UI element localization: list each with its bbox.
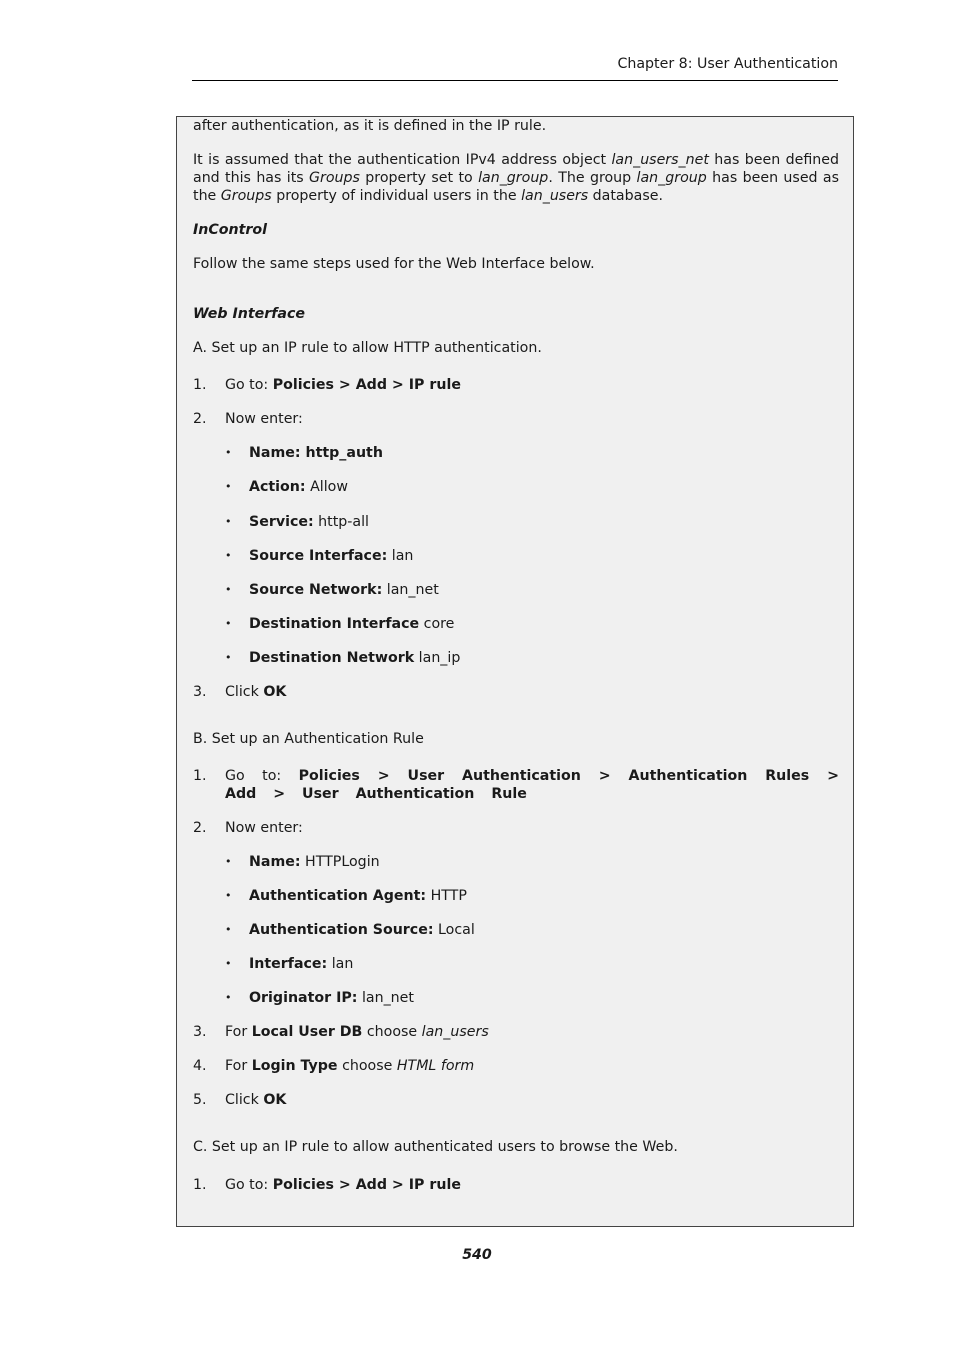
bullet-icon: • xyxy=(225,583,232,596)
step-number: 1. xyxy=(193,768,207,784)
step-number: 5. xyxy=(193,1092,207,1108)
step-number: 1. xyxy=(193,377,207,393)
field-name: Name: http_auth xyxy=(249,445,383,461)
bullet-icon: • xyxy=(225,855,232,868)
field-originator-ip: Originator IP: lan_net xyxy=(249,990,414,1006)
step-b5: Click OK xyxy=(225,1092,287,1108)
heading-incontrol: InControl xyxy=(193,222,268,238)
field-source-network: Source Network: lan_net xyxy=(249,582,439,598)
step-a3: Click OK xyxy=(225,684,287,700)
step-b2: Now enter: xyxy=(225,820,303,836)
step-a1: Go to: Policies > Add > IP rule xyxy=(225,377,461,393)
step-c1: Go to: Policies > Add > IP rule xyxy=(225,1177,461,1193)
step-b1: Go to: Policies > User Authentication > Authentication Rules > Add > User Authentication Rule xyxy=(225,768,840,802)
page-header xyxy=(192,56,838,81)
bullet-icon: • xyxy=(225,923,232,936)
bullet-icon: • xyxy=(225,957,232,970)
step-number: 3. xyxy=(193,1024,207,1040)
step-number: 3. xyxy=(193,684,207,700)
step-a2: Now enter: xyxy=(225,411,303,427)
step-number: 1. xyxy=(193,1177,207,1193)
step-number: 2. xyxy=(193,820,207,836)
chapter-title: Chapter 8: User Authentication xyxy=(617,56,838,72)
step-number: 2. xyxy=(193,411,207,427)
example-box xyxy=(176,116,854,1227)
field-interface: Interface: lan xyxy=(249,956,354,972)
bullet-icon: • xyxy=(225,446,232,459)
field-source-interface: Source Interface: lan xyxy=(249,548,414,564)
bullet-icon: • xyxy=(225,515,232,528)
incontrol-text: Follow the same steps used for the Web Interface below. xyxy=(193,256,595,272)
bullet-icon: • xyxy=(225,991,232,1004)
page-number: 540 xyxy=(462,1247,492,1263)
bullet-icon: • xyxy=(225,480,232,493)
field-authentication-agent: Authentication Agent: HTTP xyxy=(249,888,467,904)
heading-web-interface: Web Interface xyxy=(193,306,306,322)
paragraph-assumption: It is assumed that the authentication IPv4 address object lan_users_net has been defined and this has its Groups property set to lan_group. The group lan_group has been used as the Groups property of individual users in the lan_users database. xyxy=(193,152,840,204)
field-name: Name: HTTPLogin xyxy=(249,854,380,870)
bullet-icon: • xyxy=(225,889,232,902)
field-action: Action: Allow xyxy=(249,479,348,495)
section-c-title: C. Set up an IP rule to allow authenticated users to browse the Web. xyxy=(193,1139,678,1155)
bullet-icon: • xyxy=(225,549,232,562)
paragraph-intro-continued: after authentication, as it is defined in the IP rule. xyxy=(193,118,547,134)
field-authentication-source: Authentication Source: Local xyxy=(249,922,475,938)
step-number: 4. xyxy=(193,1058,207,1074)
field-destination-network: Destination Network lan_ip xyxy=(249,650,461,666)
section-b-title: B. Set up an Authentication Rule xyxy=(193,731,424,747)
step-b4: For Login Type choose HTML form xyxy=(225,1058,475,1074)
section-a-title: A. Set up an IP rule to allow HTTP authentication. xyxy=(193,340,542,356)
field-destination-interface: Destination Interface core xyxy=(249,616,455,632)
bullet-icon: • xyxy=(225,617,232,630)
bullet-icon: • xyxy=(225,651,232,664)
step-b3: For Local User DB choose lan_users xyxy=(225,1024,489,1040)
field-service: Service: http-all xyxy=(249,514,369,530)
